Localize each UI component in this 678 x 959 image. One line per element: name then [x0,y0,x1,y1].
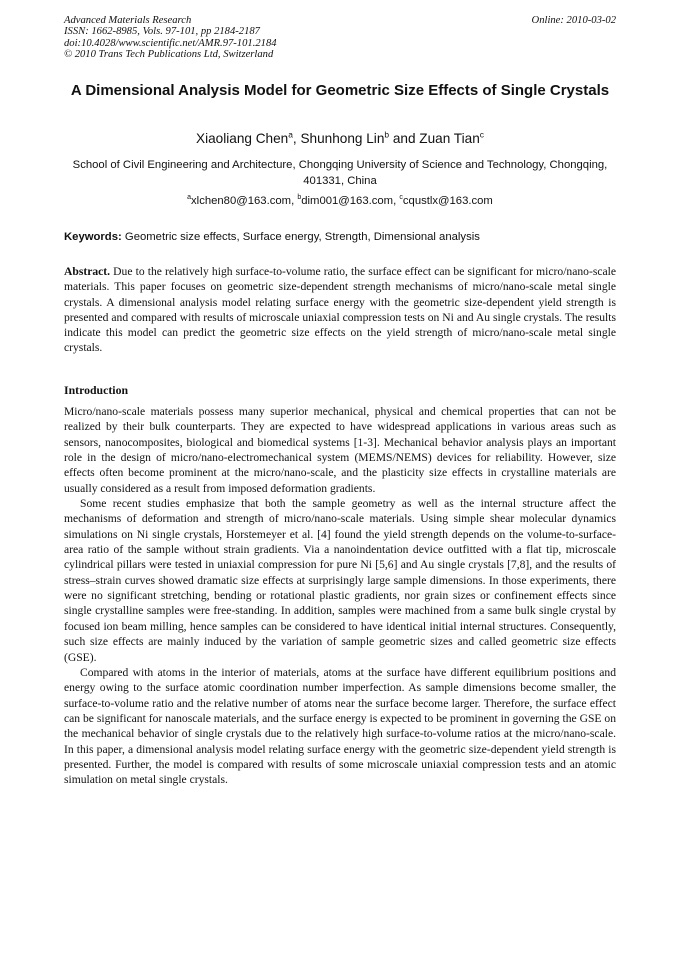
online-date: Online: 2010-03-02 [531,15,616,26]
introduction-heading: Introduction [64,383,129,397]
issn-line: ISSN: 1662-8985, Vols. 97-101, pp 2184-2187 [64,26,260,38]
keywords-text: Geometric size effects, Surface energy, Strength, Dimensional analysis [124,231,480,243]
paper-title: A Dimensional Analysis Model for Geometric Size Effects of Single Crystals [70,82,610,99]
abstract [64,264,616,356]
email-mark: c [399,194,403,202]
keywords-line [64,230,616,245]
author-separator: , [292,131,301,146]
doi-line: doi:10.4028/www.scientific.net/AMR.97-101.2184 [64,37,277,49]
paragraph: Compared with atoms in the interior of materials, atoms at the surface have different equilibrium positions and energy owing to the surface atomic coordination number imperfection. As sample dimensions become smaller, the surface-to-volume ratio and the relative number of atoms near the surface become larger. Therefore, the surface effect can be significant for nanoscale materials, and the surface energy is expected to be prominent in governing the GSE on the mechanical behavior of single crystals due to the relatively high surface-to-volume ratios at the micro/nano-scale. In this paper, a dimensional analysis model relating surface energy with the geometric size-dependent yield strength is presented. Further, the model is compared with results of some microscale uniaxial compression tests and an atomic simulation on metal single crystals. [64,665,616,787]
abstract-text: Due to the relatively high surface-to-volume ratio, the surface effect can be significant for micro/nano-scale materials. This paper focuses on geometric size-dependent strength mechanisms of micro/nano-scale metal single crystals. A dimensional analysis model relating surface energy with the geometric size-dependent yield strength is presented and compared with results of microscale uniaxial compression tests on Ni and Au single crystals. The results indicate this model can predict the geometric size effects on the yield strength of micro/nano-scale metal single crystals. [64,265,616,355]
author-list [64,130,616,148]
author-name: Xiaoliang Chen [196,131,289,146]
paragraph: Some recent studies emphasize that both the sample geometry as well as the internal structure affect the mechanisms of deformation and strength of micro/nano-scale materials. Using simple shear molecular dynamics simulations on Ni single crystals, Horstemeyer et al. [4] found the yield strength depends on the volume-to-surface-area ratio of the sample without strain gradients. Via a nanoindentation device outfitted with a flat tip, microscale cylindrical pillars were tested in uniaxial compression for pure Ni [5,6] and Au single crystals [7,8], and the results of stress–strain curves showed dramatic size effects at surprisingly large sample dimensions. In those experiments, there were no significant stretching, bending or rotational plastic gradients, nor grain sizes or confinement effects since single crystalline samples were free-standing. In addition, samples were machined from a same bulk single crystal by focused ion beam milling, hence samples can be considered to have identical initial internal structures. Consequently, such size effects are mainly induced by the variation of sample geometric sizes and called geometric size effects (GSE). [64,497,616,664]
affiliation: School of Civil Engineering and Architecture, Chongqing University of Science and Technology, Chongqing, 401331, China [72,159,608,187]
author-name: Shunhong Lin [300,131,385,146]
author-separator: and [389,131,420,146]
keywords-label: Keywords: [64,231,122,243]
paragraph: Micro/nano-scale materials possess many superior mechanical, physical and chemical properties that can not be realized by their bulk counterparts. They are expected to have widespread applications in various areas such as sensors, nanocomposites, biological and biomedical systems [1-3]. Mechanical behavior analysis plays an important role in the design of micro/nano-electromechanical system (MEMS/NEMS) devices for reliability. However, size effects often become prominent at the micro/nano-scale, and the plasticity size effects in crystalline materials are usually considered as a result from imposed deformation gradients. [64,405,616,495]
author-affiliation-mark: c [479,129,484,140]
email-separator: , [291,195,298,207]
author-affiliation-mark: b [384,129,390,140]
email-address[interactable]: xlchen80@163.com [191,195,292,207]
email-mark: b [297,194,302,202]
introduction-body [64,404,616,788]
email-separator: , [393,195,400,207]
author-affiliation-mark: a [288,129,293,140]
author-name: Zuan Tian [419,131,480,146]
email-list [64,193,616,209]
journal-name: Advanced Materials Research [64,15,192,26]
email-address[interactable]: cqustlx@163.com [402,195,493,207]
journal-header [64,15,616,60]
email-mark: a [187,194,192,202]
copyright-line: © 2010 Trans Tech Publications Ltd, Switzerland [64,48,274,60]
abstract-label: Abstract. [64,265,111,278]
email-address[interactable]: dim001@163.com [301,195,394,207]
